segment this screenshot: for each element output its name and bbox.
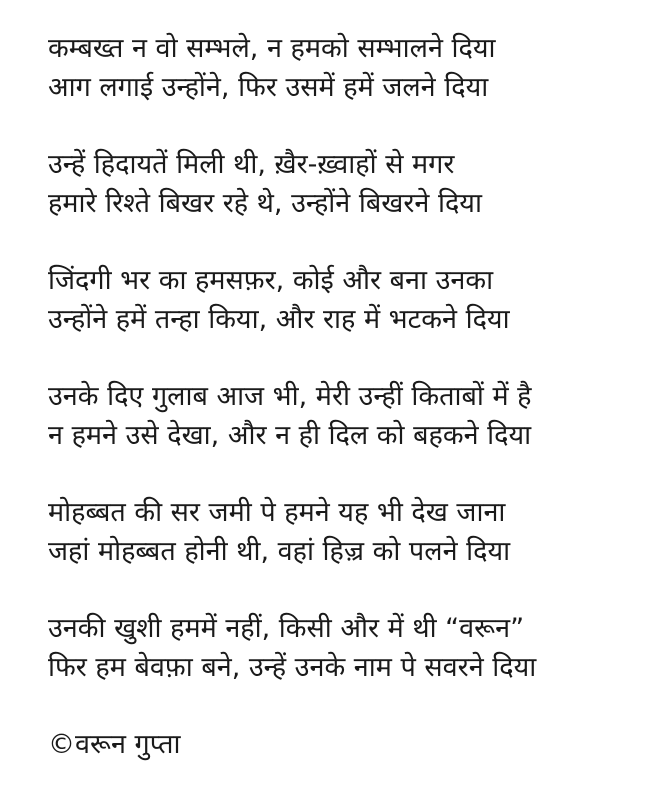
stanza-1 xyxy=(48,30,658,107)
poem-line: मोहब्बत की सर जमी पे हमने यह भी देख जाना xyxy=(48,497,506,528)
poem-line: उनके दिए गुलाब आज भी, मेरी उन्हीं किताबों में है xyxy=(48,381,532,412)
stanza-5 xyxy=(48,494,658,571)
author-signature: ©वरून गुप्ता xyxy=(48,729,181,760)
poem-line: फिर हम बेवफ़ा बने, उन्हें उनके नाम पे सवरने दिया xyxy=(48,651,537,683)
poem-line: आग लगाई उन्होंने, फिर उसमें हमें जलने दिया xyxy=(48,71,489,103)
poem-line: हमारे रिश्ते बिखर रहे थे, उन्होंने बिखरने दिया xyxy=(48,187,482,219)
poem xyxy=(48,30,658,765)
stanza-3 xyxy=(48,262,658,339)
poem-line: उन्होंने हमें तन्हा किया, और राह में भटकने दिया xyxy=(48,303,510,335)
poem-line: जिंदगी भर का हमसफ़र, कोई और बना उनका xyxy=(48,265,494,296)
poem-line: उनकी खुशी हममें नहीं, किसी और में थी “वरून” xyxy=(48,613,525,644)
stanza-2 xyxy=(48,146,658,223)
stanza-6 xyxy=(48,610,658,687)
poem-line: जहां मोहब्बत होनी थी, वहां हिज़्र को पलने दिया xyxy=(48,535,511,567)
poem-line: कम्बख्त न वो सम्भले, न हमको सम्भालने दिया xyxy=(48,33,496,64)
stanza-4 xyxy=(48,378,658,455)
poem-line: उन्हें हिदायतें मिली थी, ख़ैर-ख़्वाहों से मगर xyxy=(48,149,455,180)
poem-line: न हमने उसे देखा, और न ही दिल को बहकने दिया xyxy=(48,419,532,451)
